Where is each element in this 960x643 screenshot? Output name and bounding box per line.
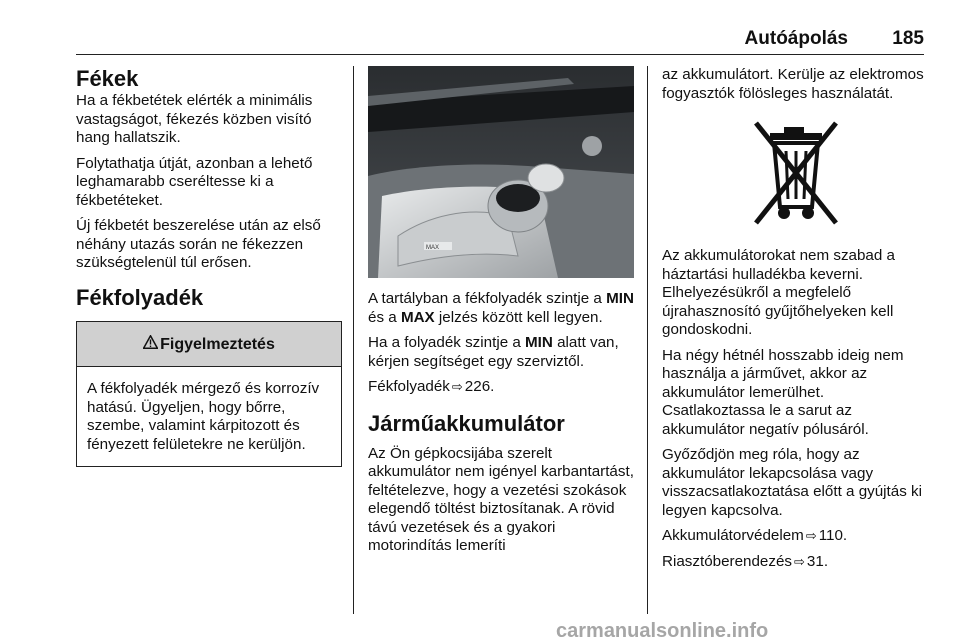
section-title-brakes: Fékek: [76, 66, 139, 91]
section-title-vehicle-battery: Járműakkumulátor: [368, 410, 565, 436]
warning-triangle-icon: [143, 335, 158, 355]
header-rule: [76, 54, 924, 55]
cross-reference[interactable]: Riasztóberendezés ⇨ 31.: [662, 552, 829, 570]
paragraph: Ha a fékbetétek elérték a minimális vastagságot, fékezés közben visító hang hallatszik.: [76, 92, 313, 146]
paragraph: Az Ön gépkocsijába szerelt akkumulátor nem igényel karbantartást, feltételezve, hogy a vezetési szokások elegendő töltést biztosítanak. A rövid távú vezetések és a gyakori motorindítás lemeríti: [368, 444, 634, 554]
chapter-title: Autóápolás: [744, 28, 848, 49]
max-mark-label: MAX: [426, 245, 440, 251]
column-1: [76, 66, 342, 467]
paragraph: Új fékbetét beszerelése után az első néhány utazás során ne fékezzen szükségtelenül túl erősen.: [76, 217, 321, 271]
cross-reference[interactable]: Akkumulátorvédelem ⇨ 110.: [662, 527, 848, 544]
cross-reference[interactable]: Fékfolyadék ⇨ 226.: [368, 378, 495, 395]
warning-text: A fékfolyadék mérgező és korrozív hatású. Ügyeljen, hogy bőrre, szembe, valamint kárpitozott és fényezett felületekre ne kerüljön.: [87, 380, 320, 453]
page-ref-arrow-icon: ⇨: [805, 528, 817, 543]
paragraph: Győződjön meg róla, hogy az akkumulátor lekapcsolása vagy visszacsatlakoztatása előtt a gyújtás ki legyen kapcsolva.: [662, 446, 922, 519]
paragraph: Ha négy hétnél hosszabb ideig nem használja a járművet, akkor az akkumulátor lemerülhet. Csatlakoztassa le a sarut az akkumulátor negatív pólusáról.: [662, 346, 904, 438]
paragraph: az akkumulátort. Kerülje az elektromos fogyasztók fölösleges használatát.: [662, 66, 924, 102]
column-divider-2: [647, 66, 648, 614]
warning-box: [76, 321, 342, 468]
brake-fluid-reservoir-photo: [368, 66, 634, 278]
watermark: carmanualsonline.info: [556, 620, 769, 642]
paragraph: Az akkumulátorokat nem szabad a háztartási hulladékba keverni. Elhelyezésükről a megfelelő újrahasznosító gyűjtőhelyeken kell gondoskodni.: [662, 247, 895, 338]
paragraph: A tartályban a fékfolyadék szintje a MIN és a MAX jelzés között kell legyen.: [368, 290, 634, 326]
page-ref-arrow-icon: ⇨: [451, 379, 463, 394]
paragraph: Ha a folyadék szintje a MIN alatt van, kérjen segítséget egy szerviztől.: [368, 334, 619, 370]
section-title-brake-fluid: Fékfolyadék: [76, 284, 204, 310]
column-2: [368, 66, 634, 563]
page-number: 185: [892, 28, 924, 49]
column-3: [662, 66, 928, 578]
page-header: [0, 6, 960, 49]
warning-header: [77, 322, 341, 368]
page-ref-arrow-icon: ⇨: [794, 553, 805, 569]
crossed-out-wheelie-bin-icon: [748, 117, 844, 229]
warning-title: Figyelmeztetés: [160, 335, 275, 353]
column-divider-1: [353, 66, 354, 614]
paragraph: Folytathatja útját, azonban a lehető leghamarabb cseréltesse ki a fékbetéteket.: [76, 154, 313, 209]
